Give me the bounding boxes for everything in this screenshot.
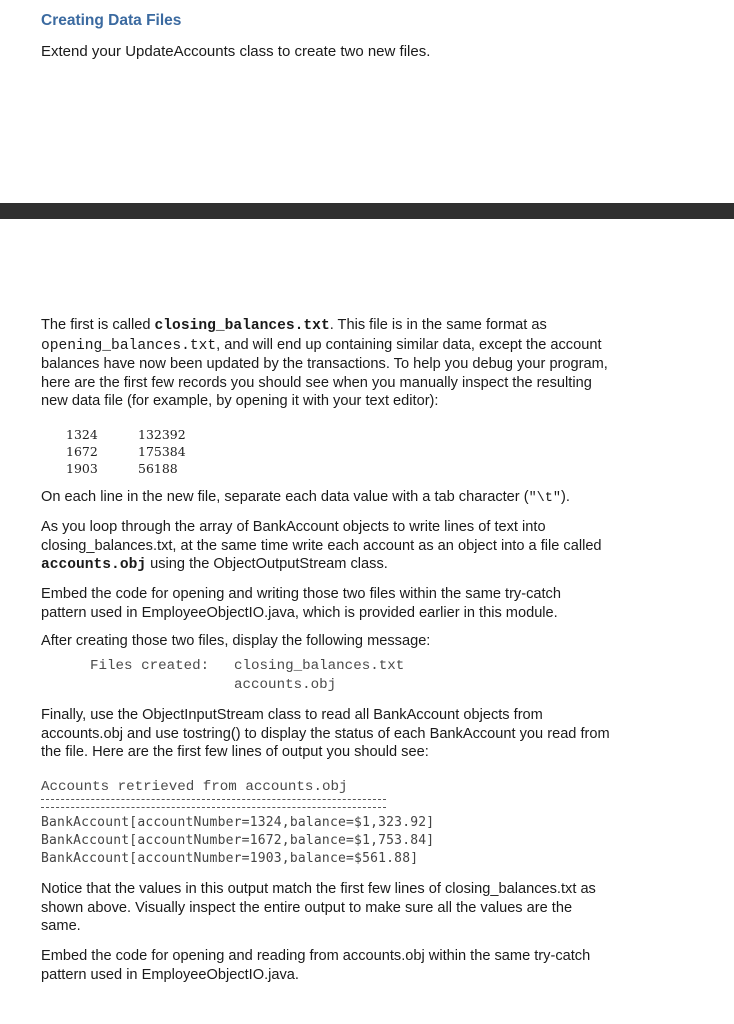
paragraph-closing-balances: The first is called closing_balances.txt. This file is in the same format as opening_balances.txt, and will end up containing similar data, except the account balances have now been updated by the transactions. To help you debug your program, here are the first few records you should see when you manually inspect the resulting new data file (for example, by opening it with your text editor): xyxy=(41,317,608,410)
tab-character-code: "\t" xyxy=(528,491,561,506)
paragraph-tab-separator: On each line in the new file, separate each data value with a tab character ("\t"). xyxy=(41,489,570,506)
record-account: 1903 xyxy=(66,461,98,476)
record-balance: 175384 xyxy=(138,444,186,459)
output-line: BankAccount[accountNumber=1324,balance=$1,323.92] xyxy=(41,815,435,830)
accounts-obj-filename: accounts.obj xyxy=(41,557,147,574)
output-line: BankAccount[accountNumber=1672,balance=$1,753.84] xyxy=(41,833,435,848)
paragraph-try-catch-write: Embed the code for opening and writing those two files within the same try-catch pattern used in EmployeeObjectIO.java, which is provided earlier in this module. xyxy=(41,586,561,621)
message-label: Files created: xyxy=(90,658,210,674)
intro-text: Extend your UpdateAccounts class to create two new files. xyxy=(41,43,431,60)
section-heading: Creating Data Files xyxy=(41,12,182,29)
record-balance: 132392 xyxy=(138,427,186,442)
paragraph-object-output: As you loop through the array of BankAccount objects to write lines of text into closing_balances.txt, at the same time write each account as an object into a file called accounts.obj using the ObjectOutputStream class. xyxy=(41,519,602,574)
paragraph-display-message: After creating those two files, display the following message: xyxy=(41,633,431,649)
divider-bar xyxy=(0,203,734,219)
output-header: Accounts retrieved from accounts.obj xyxy=(41,779,348,795)
output-separator xyxy=(41,799,386,808)
record-account: 1672 xyxy=(66,444,98,459)
record-account: 1324 xyxy=(66,427,98,442)
message-file-2: accounts.obj xyxy=(234,677,337,693)
paragraph-try-catch-read: Embed the code for opening and reading from accounts.obj within the same try-catch pattern used in EmployeeObjectIO.java. xyxy=(41,948,591,983)
output-line: BankAccount[accountNumber=1903,balance=$561.88] xyxy=(41,851,419,866)
paragraph-object-input: Finally, use the ObjectInputStream class to read all BankAccount objects from accounts.obj and use tostring() to display the status of each BankAccount you read from the file. Here are the first few lines of output you should see: xyxy=(41,707,610,761)
opening-balances-filename: opening_balances.txt xyxy=(41,337,217,354)
paragraph-notice: Notice that the values in this output match the first few lines of closing_balances.txt as shown above. Visually inspect the entire output to make sure all the values are the same. xyxy=(41,881,596,935)
message-file-1: closing_balances.txt xyxy=(234,658,405,674)
record-balance: 56188 xyxy=(138,461,178,476)
closing-balances-filename: closing_balances.txt xyxy=(154,318,330,334)
